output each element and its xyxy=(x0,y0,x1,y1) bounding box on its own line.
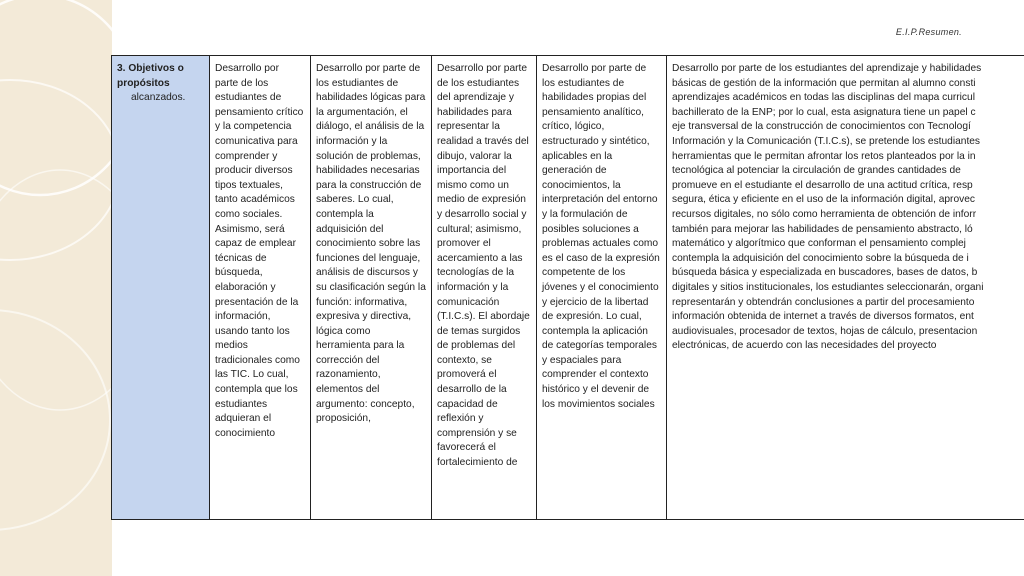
cell-text-line: bachillerato de la ENP; por lo cual, esta asignatura tiene un papel c xyxy=(672,106,976,118)
table-cell-subject-1: Desarrollo por parte de los estudiantes de pensamiento crítico y la competencia comunicativa para comprender y producir diversos tipos textuales, tanto académicos como sociales. Asimismo, será capaz de emplear técnicas de búsqueda, elaboración y presentación de la información, usando tanto los medios tradicionales como las TIC. Lo cual, contempla que los estudiantes adquieran el conocimiento xyxy=(210,56,311,520)
row-label-cell xyxy=(112,56,210,520)
decorative-side-band xyxy=(0,0,112,576)
cell-text-line: herramientas que le permitan afrontar los retos planteados por la in xyxy=(672,150,976,162)
table-cell-subject-2: Desarrollo por parte de los estudiantes de habilidades lógicas para la argumentación, el diálogo, el análisis de la información y la solución de problemas, habilidades necesarias para la construcción de saberes. Lo cual, contempla la adquisición del conocimiento sobre las funciones del lenguaje, análisis de discursos y su clasificación según la función: informativa, expresiva y directiva, lógica como herramienta para la corrección del razonamiento, elementos del argumento: concepto, proposición, xyxy=(311,56,432,520)
cell-text-line: búsqueda básica y especializada en buscadores, bases de datos, b xyxy=(672,267,978,279)
cell-text-line: información obtenida de internet a través de diversos formatos, ent xyxy=(672,311,974,323)
cell-text-line: Desarrollo por parte de los estudiantes del aprendizaje y habilidades xyxy=(672,63,982,74)
cell-text-line: eje transversal de la construcción de conocimientos con Tecnologí xyxy=(672,121,971,133)
decorative-curves xyxy=(0,0,112,576)
objectives-table xyxy=(111,55,1024,520)
cell-text-line: también para mejorar las habilidades de pensamiento abstracto, ló xyxy=(672,223,973,235)
cell-text-line: promueve en el estudiante el desarrollo de una actitud crítica, resp xyxy=(672,179,973,191)
cell-text-line: básicas de gestión de la información que permitan al alumno consti xyxy=(672,77,976,89)
header-title: E.I.P.Resumen. xyxy=(895,27,962,37)
cell-text-line: audiovisuales, procesador de textos, hojas de cálculo, presentacion xyxy=(672,325,978,337)
cell-text-line: Información y la Comunicación (T.I.C.s), se pretende los estudiantes xyxy=(672,135,981,147)
table-row xyxy=(112,56,1024,520)
table-cell-subject-3: Desarrollo por parte de los estudiantes del aprendizaje y habilidades para representar la realidad a través del dibujo, valorar la importancia del mismo como un medio de expresión y desarrollo social y cultural; asimismo, promover el acercamiento a las tecnologías de la información y la comunicación (T.I.C.s). El abordaje de temas surgidos de problemas del contexto, se promoverá el desarrollo de la capacidad de reflexión y comprensión y se favorecerá el fortalecimiento de xyxy=(432,56,537,520)
cell-text-line: tecnológica al potenciar la circulación de grandes cantidades de xyxy=(672,165,961,177)
cell-text-line: contempla la adquisición del conocimiento sobre la búsqueda de i xyxy=(672,252,969,264)
cell-text-line: segura, ética y eficiente en el uso de la información digital, aprovec xyxy=(672,194,975,206)
cell-text-line: digitales y sitios institucionales, los estudiantes seleccionarán, organi xyxy=(672,281,984,293)
cell-text-line: matemático y algorítmico que conforman el pensamiento complej xyxy=(672,238,966,250)
table-cell-subject-4: Desarrollo por parte de los estudiantes de habilidades propias del pensamiento analítico, crítico, lógico, estructurado y sintético, aplicables en la generación de conocimientos, la interpretación del entorno y la formulación de posibles soluciones a problemas actuales como es el caso de la expresión competente de los jóvenes y el conocimiento y ejercicio de la libertad de expresión. Lo cual, contempla la aplicación de categorías temporales y espaciales para comprender el contexto histórico y el devenir de los movimientos sociales xyxy=(537,56,667,520)
cell-text-line: representarán y obtendrán conclusiones a partir del procesamiento xyxy=(672,296,975,308)
cell-text-line: electrónicas, de acuerdo con las necesidades del proyecto xyxy=(672,340,937,352)
cell-text-line: aprendizajes académicos en todas las disciplinas del mapa curricul xyxy=(672,92,975,104)
row-label-subtitle: alcanzados. xyxy=(131,92,186,104)
table-cell-subject-5 xyxy=(667,56,1024,520)
row-label-title: 3. Objetivos o propósitos xyxy=(117,63,184,89)
cell-text-line: recursos digitales, no sólo como herramienta de obtención de inforr xyxy=(672,208,977,220)
